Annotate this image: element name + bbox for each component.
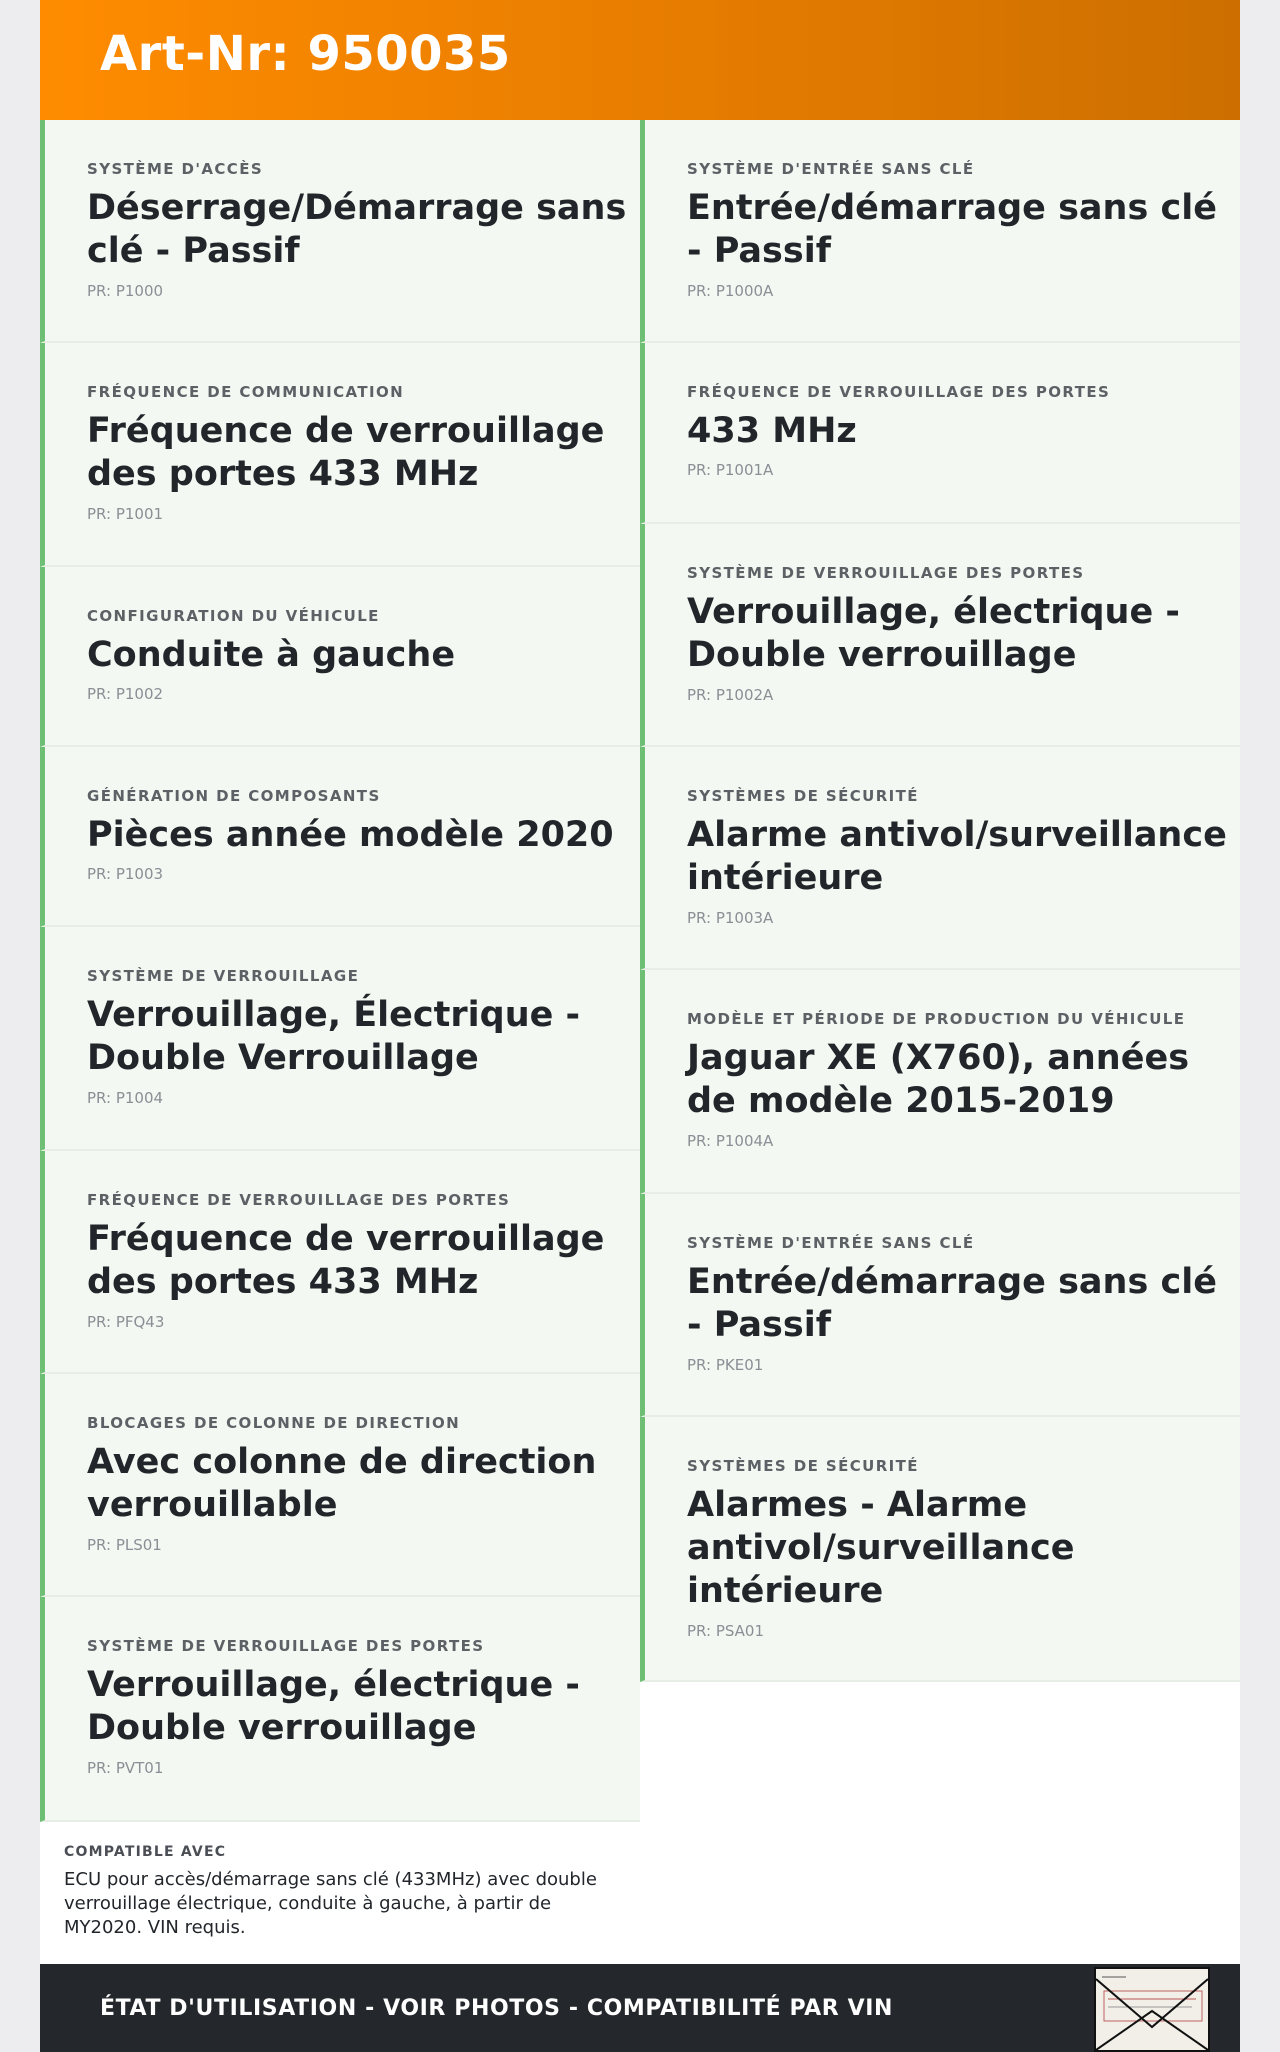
spec-value: Conduite à gauche — [87, 635, 456, 675]
spec-pr-code: PR: P1001A — [687, 461, 774, 479]
spec-pr-code: PR: PSA01 — [687, 1622, 765, 1640]
spec-cell — [40, 567, 640, 747]
spec-cell — [640, 1194, 1240, 1417]
spec-label: MODÈLE ET PÉRIODE DE PRODUCTION DU VÉHICULE — [687, 1010, 1186, 1028]
spec-value: Jaguar XE (X760), années de modèle 2015-2019 — [687, 1038, 1190, 1121]
spec-pr-code: PR: P1003 — [87, 865, 164, 883]
article-number-title: Art-Nr: 950035 — [100, 26, 511, 82]
compatibility-note — [40, 1822, 640, 1964]
spec-label: BLOCAGES DE COLONNE DE DIRECTION — [87, 1414, 461, 1432]
spec-label: SYSTÈME DE VERROUILLAGE — [87, 967, 360, 985]
spec-cell — [640, 1417, 1240, 1682]
spec-cell — [640, 524, 1240, 747]
spec-cell — [640, 747, 1240, 970]
spec-pr-code: PR: P1003A — [687, 909, 774, 927]
spec-pr-code: PR: P1000A — [687, 282, 774, 300]
spec-pr-code: PR: P1002A — [687, 686, 774, 704]
spec-cell — [640, 120, 1240, 343]
spec-label: SYSTÈME D'ENTRÉE SANS CLÉ — [687, 160, 975, 178]
spec-value: Verrouillage, Électrique - Double Verrouillage — [87, 995, 581, 1078]
spec-label: SYSTÈME D'ACCÈS — [87, 160, 264, 178]
spec-value: Avec colonne de direction verrouillable — [87, 1442, 597, 1525]
spec-value: Pièces année modèle 2020 — [87, 815, 614, 855]
spec-pr-code: PR: P1000 — [87, 282, 164, 300]
spec-cell — [40, 1597, 640, 1822]
spec-label: GÉNÉRATION DE COMPOSANTS — [87, 787, 381, 805]
spec-label: SYSTÈME DE VERROUILLAGE DES PORTES — [687, 564, 1085, 582]
spec-label: SYSTÈME D'ENTRÉE SANS CLÉ — [687, 1234, 975, 1252]
spec-pr-code: PR: PVT01 — [87, 1759, 164, 1777]
spec-label: CONFIGURATION DU VÉHICULE — [87, 607, 380, 625]
spec-value: Verrouillage, électrique - Double verrouillage — [687, 592, 1180, 675]
spec-pr-code: PR: P1004A — [687, 1132, 774, 1150]
spec-cell — [40, 343, 640, 567]
spec-pr-code: PR: P1002 — [87, 685, 164, 703]
spec-cell — [640, 343, 1240, 524]
spec-value: Fréquence de verrouillage des portes 433 MHz — [87, 411, 605, 494]
spec-value: Verrouillage, électrique - Double verrouillage — [87, 1665, 580, 1748]
footer-bar — [40, 1964, 1240, 2052]
spec-value: Entrée/démarrage sans clé - Passif — [687, 188, 1217, 271]
spec-value: Fréquence de verrouillage des portes 433 MHz — [87, 1219, 605, 1302]
spec-label: FRÉQUENCE DE VERROUILLAGE DES PORTES — [87, 1191, 511, 1209]
spec-pr-code: PR: PFQ43 — [87, 1313, 165, 1331]
compatibility-text: ECU pour accès/démarrage sans clé (433MHz) avec double verrouillage électrique, conduite à gauche, à partir de MY2020. VIN requis. — [64, 1869, 597, 1938]
spec-cell — [40, 927, 640, 1151]
envelope-photo-icon — [1096, 1969, 1208, 2050]
spec-pr-code: PR: P1004 — [87, 1089, 164, 1107]
spec-label: SYSTÈME DE VERROUILLAGE DES PORTES — [87, 1637, 485, 1655]
spec-value: Entrée/démarrage sans clé - Passif — [687, 1262, 1217, 1345]
spec-pr-code: PR: PKE01 — [687, 1356, 764, 1374]
photo-thumbnail[interactable] — [1094, 1967, 1210, 2052]
spec-pr-code: PR: PLS01 — [87, 1536, 162, 1554]
spec-value: Déserrage/Démarrage sans clé - Passif — [87, 188, 627, 271]
spec-label: FRÉQUENCE DE VERROUILLAGE DES PORTES — [687, 383, 1111, 401]
spec-value: 433 MHz — [687, 411, 857, 451]
spec-label: SYSTÈMES DE SÉCURITÉ — [687, 1457, 919, 1475]
spec-label: FRÉQUENCE DE COMMUNICATION — [87, 383, 405, 401]
header-bar — [40, 0, 1240, 120]
spec-cell — [640, 970, 1240, 1194]
spec-value: Alarmes - Alarme antivol/surveillance intérieure — [687, 1485, 1075, 1611]
footer-condition-text: ÉTAT D'UTILISATION - VOIR PHOTOS - COMPATIBILITÉ PAR VIN — [100, 1996, 894, 2021]
spec-label: SYSTÈMES DE SÉCURITÉ — [687, 787, 919, 805]
spec-pr-code: PR: P1001 — [87, 505, 164, 523]
spec-cell — [40, 1151, 640, 1374]
compatibility-label: COMPATIBLE AVEC — [64, 1844, 227, 1860]
spec-value: Alarme antivol/surveillance intérieure — [687, 815, 1227, 898]
product-card — [40, 0, 1240, 2052]
spec-cell — [40, 120, 640, 343]
spec-cell — [40, 1374, 640, 1597]
spec-cell — [40, 747, 640, 927]
